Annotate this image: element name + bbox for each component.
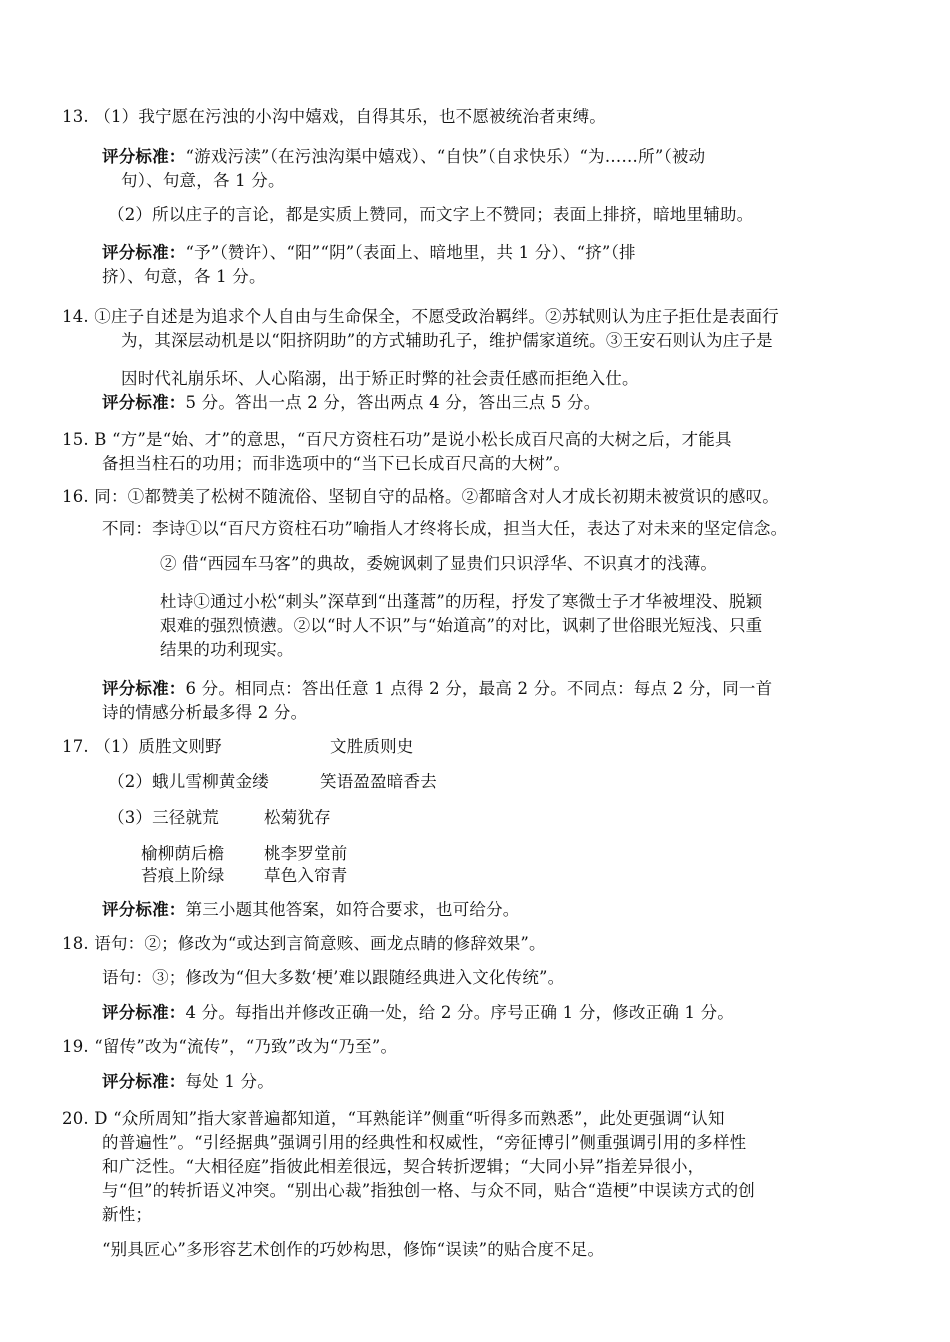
scoring-label: 评分标准： xyxy=(102,243,186,262)
scoring-label: 评分标准： xyxy=(102,1003,186,1022)
q16-scoring-cont: 诗的情感分析最多得 2 分。 xyxy=(102,703,308,722)
scoring-label: 评分标准： xyxy=(102,393,186,412)
scoring-label: 评分标准： xyxy=(102,900,186,919)
q15-line1: 15. B “方”是“始、才”的意思，“百尺方资柱石功”是说小松长成百尺高的大树之后，才能具 xyxy=(62,430,732,449)
q13-line1: 13. （1）我宁愿在污浊的小沟中嬉戏，自得其乐，也不愿被统治者束缚。 xyxy=(62,107,606,126)
q19-line1: 19. “留传”改为“流传”，“乃致”改为“乃至”。 xyxy=(62,1037,398,1056)
q16-scoring: 评分标准：6 分。相同点：答出任意 1 点得 2 分，最高 2 分。不同点：每点 2 分，同一首 xyxy=(102,679,773,698)
q14-scoring: 评分标准：5 分。答出一点 2 分，答出两点 4 分，答出三点 5 分。 xyxy=(102,393,601,412)
q16-line4: 杜诗①通过小松“刺头”深草到“出蓬蒿”的历程，抒发了寒微士子才华被埋没、脱颖 xyxy=(160,592,763,611)
q17-scoring: 评分标准：第三小题其他答案，如符合要求，也可给分。 xyxy=(102,900,520,919)
q13-scoring-2: 评分标准：“予”（赞许）、“阳”“阴”（表面上、暗地里，共 1 分）、“挤”（排 xyxy=(102,243,636,262)
scoring-label: 评分标准： xyxy=(102,147,186,166)
q18-line2: 语句：③；修改为“但大多数‘梗’难以跟随经典进入文化传统”。 xyxy=(102,968,565,987)
q13-line2: （2）所以庄子的言论，都是实质上赞同，而文字上不赞同；表面上排挤，暗地里辅助。 xyxy=(108,205,754,224)
q16-line2: 不同：李诗①以“百尺方资柱石功”喻指人才终将长成，担当大任，表达了对未来的坚定信念。 xyxy=(102,519,788,538)
q16-line1: 16. 同：①都赞美了松树不随流俗、坚韧自守的品格。②都暗含对人才成长初期未被赏识的感叹。 xyxy=(62,487,779,506)
scoring-label: 评分标准： xyxy=(102,679,186,698)
q14-line3: 因时代礼崩乐坏、人心陷溺，出于矫正时弊的社会责任感而拒绝入仕。 xyxy=(121,369,639,388)
q13-scoring-2-cont: 挤）、句意，各 1 分。 xyxy=(102,267,266,286)
q16-line5: 艰难的强烈愤懑。②以“时人不识”与“始道高”的对比，讽刺了世俗眼光短浅、只重 xyxy=(160,616,763,635)
q13-scoring-1-cont: 句）、句意，各 1 分。 xyxy=(121,171,285,190)
q14-line2: 为，其深层动机是以“阳挤阴助”的方式辅助孔子，维护儒家道统。③王安石则认为庄子是 xyxy=(121,331,773,350)
q17-line3a: （3）三径就荒 xyxy=(108,808,219,827)
q20-line3: 和广泛性。“大相径庭”指彼此相差很远，契合转折逻辑；“大同小异”指差异很小， xyxy=(102,1157,705,1176)
q14-line1: 14. ①庄子自述是为追求个人自由与生命保全，不愿受政治羁绊。②苏轼则认为庄子拒仕是表面行 xyxy=(62,307,779,326)
q17-line1b: 文胜质则史 xyxy=(330,737,414,756)
q19-scoring: 评分标准：每处 1 分。 xyxy=(102,1072,274,1091)
q17-line5b: 草色入帘青 xyxy=(264,866,348,885)
q17-line5a: 苔痕上阶绿 xyxy=(141,866,225,885)
q20-line5: 新性； xyxy=(102,1205,153,1224)
q15-line2: 备担当柱石的功用；而非选项中的“当下已长成百尺高的大树”。 xyxy=(102,454,571,473)
q16-line3: ② 借“西园车马客”的典故，委婉讽刺了显贵们只识浮华、不识真才的浅薄。 xyxy=(160,554,718,573)
q17-line4a: 榆柳荫后檐 xyxy=(141,844,225,863)
q20-line2: 的普遍性”。“引经据典”强调引用的经典性和权威性，“旁征博引”侧重强调引用的多样性 xyxy=(102,1133,747,1152)
q17-line1a: 17. （1）质胜文则野 xyxy=(62,737,222,756)
q16-line6: 结果的功利现实。 xyxy=(160,640,294,659)
q18-scoring: 评分标准：4 分。每指出并修改正确一处，给 2 分。序号正确 1 分，修改正确 1 分。 xyxy=(102,1003,735,1022)
q20-line6: “别具匠心”多形容艺术创作的巧妙构思，修饰“误读”的贴合度不足。 xyxy=(102,1240,605,1259)
q20-line1: 20. D “众所周知”指大家普遍都知道，“耳熟能详”侧重“听得多而熟悉”，此处更强调“认知 xyxy=(62,1109,725,1128)
q17-line3b: 松菊犹存 xyxy=(264,808,331,827)
q20-line4: 与“但”的转折语义冲突。“别出心裁”指独创一格、与众不同，贴合“造梗”中误读方式的创 xyxy=(102,1181,756,1200)
q17-line4b: 桃李罗堂前 xyxy=(264,844,348,863)
q17-line2b: 笑语盈盈暗香去 xyxy=(320,772,437,791)
q18-line1: 18. 语句：②；修改为“或达到言简意赅、画龙点睛的修辞效果”。 xyxy=(62,934,546,953)
scoring-label: 评分标准： xyxy=(102,1072,186,1091)
q17-line2a: （2）蛾儿雪柳黄金缕 xyxy=(108,772,269,791)
q13-scoring-1: 评分标准：“游戏污渎”（在污浊沟渠中嬉戏）、“自快”（自求快乐）“为……所”（被动 xyxy=(102,147,706,166)
